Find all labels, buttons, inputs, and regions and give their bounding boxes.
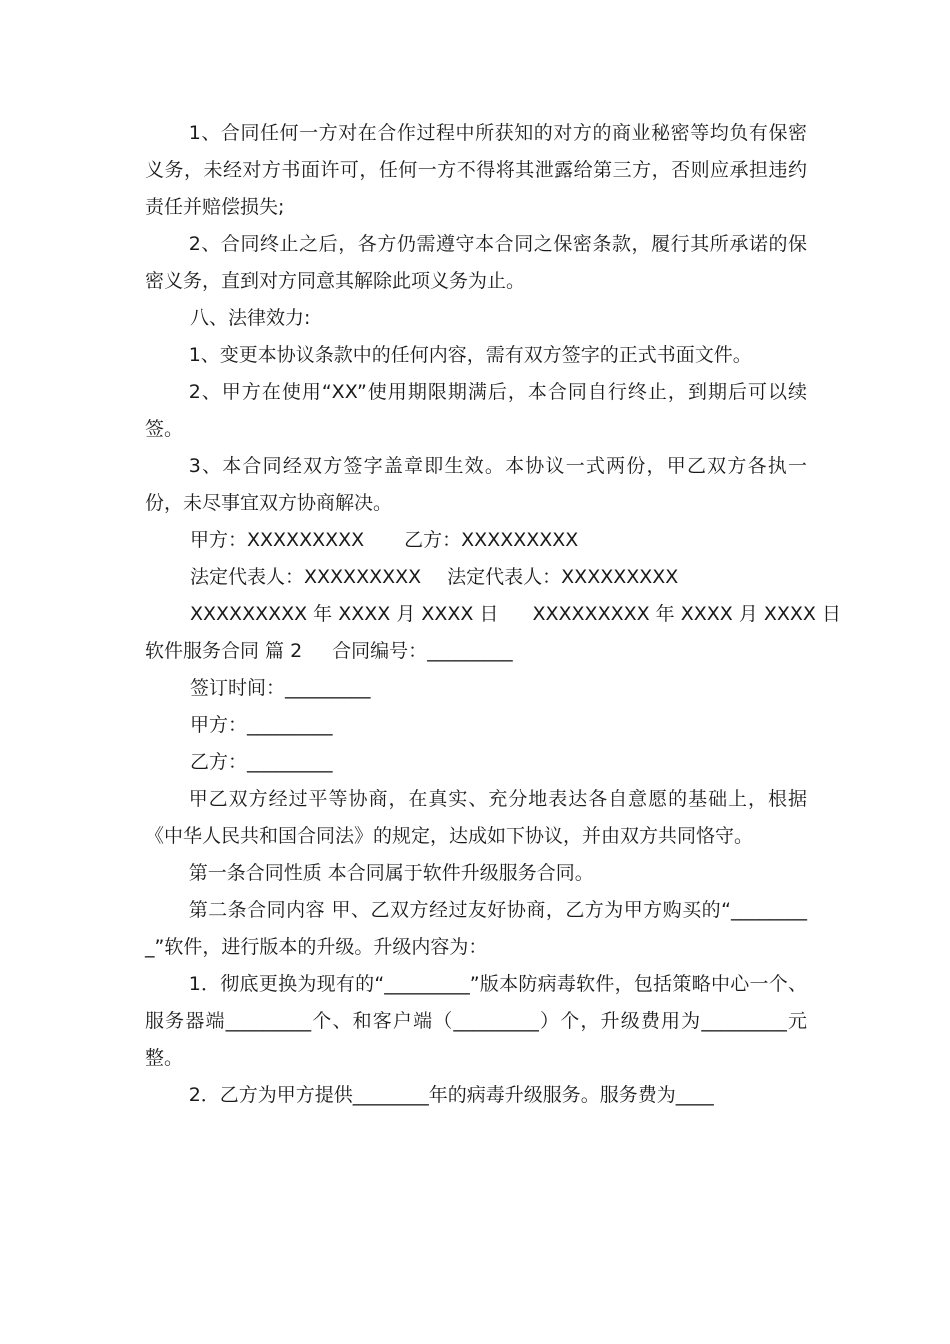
signature-date-row <box>145 596 841 633</box>
confidentiality-clause-2: 2、合同终止之后，各方仍需遵守本合同之保密条款，履行其所承诺的保密义务，直到对方同意其解除此项义务为止。 <box>145 233 807 292</box>
upgrade-item-2: 2．乙方为甲方提供________年的病毒升级服务。服务费为____ <box>188 1084 714 1106</box>
party-a-line: 甲方：_________ <box>190 714 333 736</box>
signature-party-a: 甲方：XXXXXXXXX <box>190 529 365 551</box>
signing-time: 签订时间：_________ <box>190 677 371 699</box>
article-2-content: 第二条合同内容 甲、乙双方经过友好协商，乙方为甲方购买的“_________”软件，进行版本的升级。升级内容为： <box>145 899 807 958</box>
signature-date-b: XXXXXXXXX 年 XXXX 月 XXXX 日 <box>532 603 841 625</box>
legal-representative-row <box>145 559 807 596</box>
party-b-line: 乙方：_________ <box>190 751 333 773</box>
signature-date-a: XXXXXXXXX 年 XXXX 月 XXXX 日 <box>190 603 499 625</box>
preamble-paragraph: 甲乙双方经过平等协商，在真实、充分地表达各自意愿的基础上，根据《中华人民共和国合同法》的规定，达成如下协议，并由双方共同恪守。 <box>145 788 807 847</box>
signature-party-b: 乙方：XXXXXXXXX <box>404 529 579 551</box>
confidentiality-clause-1: 1、合同任何一方对在合作过程中所获知的对方的商业秘密等均负有保密义务，未经对方书面许可，任何一方不得将其泄露给第三方，否则应承担违约责任并赔偿损失; <box>145 122 807 218</box>
second-contract-title: 软件服务合同 篇 2 <box>145 640 303 662</box>
legal-effect-clause-1: 1、变更本协议条款中的任何内容，需有双方签字的正式书面文件。 <box>188 344 752 366</box>
contract-number: 合同编号：_________ <box>332 640 513 662</box>
upgrade-item-1: 1．彻底更换为现有的“_________”版本防病毒软件，包括策略中心一个、服务器端_________个、和客户端（_________）个，升级费用为_________元整。 <box>145 973 807 1069</box>
signature-parties-row <box>145 522 807 559</box>
second-contract-title-row <box>145 633 807 670</box>
legal-effect-clause-3: 3、本合同经双方签字盖章即生效。本协议一式两份，甲乙双方各执一份，未尽事宜双方协商解决。 <box>145 455 807 514</box>
legal-effect-clause-2: 2、甲方在使用“XX”使用期限期满后，本合同自行终止，到期后可以续签。 <box>145 381 807 440</box>
article-1-nature: 第一条合同性质 本合同属于软件升级服务合同。 <box>188 862 594 884</box>
legal-rep-a: 法定代表人：XXXXXXXXX <box>190 566 422 588</box>
section-heading-legal-effect: 八、法律效力: <box>190 307 311 329</box>
legal-rep-b: 法定代表人：XXXXXXXXX <box>447 566 679 588</box>
document-body <box>145 115 841 1114</box>
